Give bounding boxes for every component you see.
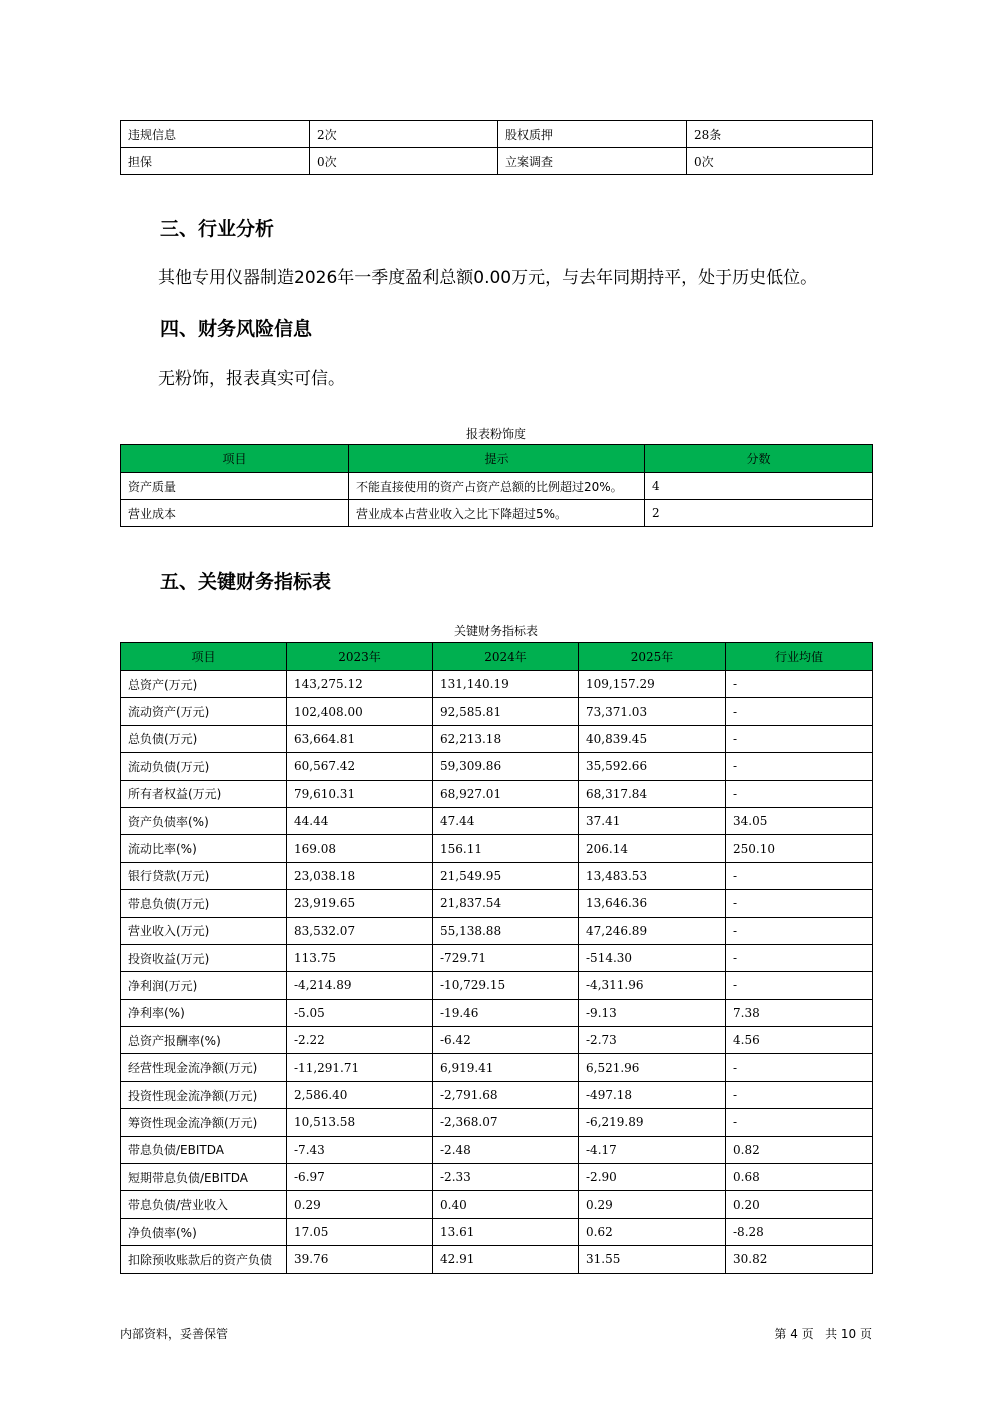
value-2025: 40,839.45: [579, 725, 726, 752]
value-industry-avg: -8.28: [726, 1218, 873, 1245]
violation-info-body: [121, 121, 873, 175]
value-industry-avg: 34.05: [726, 807, 873, 834]
value-2024: 156.11: [433, 835, 579, 862]
table-row: [121, 1027, 873, 1054]
table-row: [121, 835, 873, 862]
value-2024: 21,549.95: [433, 862, 579, 889]
section3-text: 其他专用仪器制造2026年一季度盈利总额0.00万元，与去年同期持平，处于历史低位。: [158, 268, 818, 288]
value-2024: -2.33: [433, 1164, 579, 1191]
value-2025: -2.73: [579, 1027, 726, 1054]
value-industry-avg: 0.20: [726, 1191, 873, 1218]
header-2023: 2023年: [287, 643, 433, 671]
value-2025: 6,521.96: [579, 1054, 726, 1081]
info-value-violation: 2次: [310, 121, 498, 148]
value-2025: 13,646.36: [579, 890, 726, 917]
info-label-guarantee: 担保: [121, 148, 310, 175]
value-2025: 31.55: [579, 1246, 726, 1273]
report-dressing-table: [120, 444, 873, 527]
dress-score: 4: [645, 473, 873, 500]
value-2023: 2,586.40: [287, 1081, 433, 1108]
value-2024: -729.71: [433, 944, 579, 971]
value-2025: -6,219.89: [579, 1109, 726, 1136]
value-2025: 13,483.53: [579, 862, 726, 889]
value-industry-avg: 0.68: [726, 1164, 873, 1191]
header-row: [121, 445, 873, 473]
header-industry-avg: 行业均值: [726, 643, 873, 671]
value-2023: -2.22: [287, 1027, 433, 1054]
value-industry-avg: -: [726, 890, 873, 917]
table-row: [121, 1218, 873, 1245]
value-2023: 17.05: [287, 1218, 433, 1245]
header-row: [121, 643, 873, 671]
value-2025: 35,592.66: [579, 753, 726, 780]
fin-item: 投资性现金流净额(万元): [121, 1081, 287, 1108]
value-2023: 83,532.07: [287, 917, 433, 944]
value-2025: 0.29: [579, 1191, 726, 1218]
value-industry-avg: -: [726, 725, 873, 752]
table-row: [121, 917, 873, 944]
value-2023: 10,513.58: [287, 1109, 433, 1136]
value-2024: -19.46: [433, 999, 579, 1026]
value-industry-avg: -: [726, 671, 873, 698]
value-2025: -4,311.96: [579, 972, 726, 999]
value-2024: -2.48: [433, 1136, 579, 1163]
header-item: 项目: [121, 445, 349, 473]
table-row: [121, 972, 873, 999]
table-row: [121, 1081, 873, 1108]
value-2025: -4.17: [579, 1136, 726, 1163]
table-row: [121, 944, 873, 971]
table-row: [121, 1246, 873, 1273]
info-value-guarantee: 0次: [310, 148, 498, 175]
table-row: [121, 780, 873, 807]
value-2023: -5.05: [287, 999, 433, 1026]
value-2025: 47,246.89: [579, 917, 726, 944]
table-row: [121, 500, 873, 527]
value-2023: 102,408.00: [287, 698, 433, 725]
header-2025: 2025年: [579, 643, 726, 671]
section4-heading: 四、财务风险信息: [160, 318, 313, 340]
value-2025: 206.14: [579, 835, 726, 862]
footer-page-number: 第 4 页 共 10 页: [774, 1327, 872, 1341]
fin-item: 流动资产(万元): [121, 698, 287, 725]
fin-item: 流动比率(%): [121, 835, 287, 862]
dress-hint: 不能直接使用的资产占资产总额的比例超过20%。: [349, 473, 645, 500]
fin-item: 流动负债(万元): [121, 753, 287, 780]
value-2025: -2.90: [579, 1164, 726, 1191]
value-2025: 37.41: [579, 807, 726, 834]
value-2024: 92,585.81: [433, 698, 579, 725]
fin-item: 带息负债/EBITDA: [121, 1136, 287, 1163]
value-industry-avg: 7.38: [726, 999, 873, 1026]
table-row: [121, 753, 873, 780]
fin-item: 总负债(万元): [121, 725, 287, 752]
value-2024: 131,140.19: [433, 671, 579, 698]
table-row: [121, 698, 873, 725]
dress-item: 资产质量: [121, 473, 349, 500]
header-item: 项目: [121, 643, 287, 671]
info-label-pledge: 股权质押: [498, 121, 687, 148]
fin-item: 所有者权益(万元): [121, 780, 287, 807]
fin-item: 扣除预收账款后的资产负债: [121, 1246, 287, 1273]
value-2024: -6.42: [433, 1027, 579, 1054]
value-2025: 73,371.03: [579, 698, 726, 725]
value-industry-avg: 250.10: [726, 835, 873, 862]
fin-table-body: [121, 671, 873, 1274]
table-row: [121, 862, 873, 889]
value-2024: 55,138.88: [433, 917, 579, 944]
footer-confidential: 内部资料，妥善保管: [120, 1327, 229, 1341]
fin-item: 资产负债率(%): [121, 807, 287, 834]
value-2024: 62,213.18: [433, 725, 579, 752]
fin-item: 营业收入(万元): [121, 917, 287, 944]
table-row: [121, 1054, 873, 1081]
value-2024: 0.40: [433, 1191, 579, 1218]
value-2024: -2,368.07: [433, 1109, 579, 1136]
value-2023: 23,038.18: [287, 862, 433, 889]
value-industry-avg: -: [726, 780, 873, 807]
value-2024: 59,309.86: [433, 753, 579, 780]
value-industry-avg: 0.82: [726, 1136, 873, 1163]
value-2025: -497.18: [579, 1081, 726, 1108]
section3-heading: 三、行业分析: [160, 218, 275, 240]
value-2023: 60,567.42: [287, 753, 433, 780]
dress-hint: 营业成本占营业收入之比下降超过5%。: [349, 500, 645, 527]
table-row: [121, 148, 873, 175]
fin-item: 带息负债(万元): [121, 890, 287, 917]
value-2023: -6.97: [287, 1164, 433, 1191]
fin-item: 经营性现金流净额(万元): [121, 1054, 287, 1081]
value-2025: -514.30: [579, 944, 726, 971]
fin-item: 短期带息负债/EBITDA: [121, 1164, 287, 1191]
value-2025: 109,157.29: [579, 671, 726, 698]
header-2024: 2024年: [433, 643, 579, 671]
value-industry-avg: 30.82: [726, 1246, 873, 1273]
value-industry-avg: -: [726, 698, 873, 725]
fin-item: 投资收益(万元): [121, 944, 287, 971]
value-2024: 21,837.54: [433, 890, 579, 917]
value-2024: 47.44: [433, 807, 579, 834]
value-2023: -7.43: [287, 1136, 433, 1163]
value-2023: -4,214.89: [287, 972, 433, 999]
value-industry-avg: -: [726, 944, 873, 971]
value-2025: 68,317.84: [579, 780, 726, 807]
value-2025: 0.62: [579, 1218, 726, 1245]
table-row: [121, 890, 873, 917]
info-label-investigation: 立案调查: [498, 148, 687, 175]
table-row: [121, 121, 873, 148]
value-2024: 68,927.01: [433, 780, 579, 807]
value-industry-avg: -: [726, 753, 873, 780]
value-2024: -10,729.15: [433, 972, 579, 999]
value-2024: -2,791.68: [433, 1081, 579, 1108]
info-value-pledge: 28条: [687, 121, 873, 148]
table-row: [121, 671, 873, 698]
value-2023: 113.75: [287, 944, 433, 971]
fin-item: 带息负债/营业收入: [121, 1191, 287, 1218]
value-2023: 169.08: [287, 835, 433, 862]
table-row: [121, 473, 873, 500]
value-2024: 6,919.41: [433, 1054, 579, 1081]
value-industry-avg: -: [726, 1054, 873, 1081]
fin-item: 银行贷款(万元): [121, 862, 287, 889]
fin-item: 筹资性现金流净额(万元): [121, 1109, 287, 1136]
fin-table-caption: 关键财务指标表: [453, 624, 538, 638]
table-row: [121, 1136, 873, 1163]
table-row: [121, 1164, 873, 1191]
key-financial-table: [120, 642, 873, 1274]
table-row: [121, 807, 873, 834]
table-row: [121, 1191, 873, 1218]
value-2023: 0.29: [287, 1191, 433, 1218]
value-2023: 63,664.81: [287, 725, 433, 752]
dress-table-caption: 报表粉饰度: [465, 427, 526, 441]
header-hint: 提示: [349, 445, 645, 473]
header-score: 分数: [645, 445, 873, 473]
dress-table-header: [121, 445, 873, 473]
dress-item: 营业成本: [121, 500, 349, 527]
value-2025: -9.13: [579, 999, 726, 1026]
fin-table-header: [121, 643, 873, 671]
value-2023: -11,291.71: [287, 1054, 433, 1081]
value-industry-avg: -: [726, 1109, 873, 1136]
value-2023: 79,610.31: [287, 780, 433, 807]
fin-item: 总资产报酬率(%): [121, 1027, 287, 1054]
table-row: [121, 1109, 873, 1136]
violation-info-table: [120, 120, 873, 175]
value-2024: 42.91: [433, 1246, 579, 1273]
value-2023: 39.76: [287, 1246, 433, 1273]
value-2023: 143,275.12: [287, 671, 433, 698]
section4-text: 无粉饰，报表真实可信。: [158, 369, 345, 389]
dress-table-body: [121, 473, 873, 527]
fin-item: 净利率(%): [121, 999, 287, 1026]
info-value-investigation: 0次: [687, 148, 873, 175]
table-row: [121, 725, 873, 752]
value-industry-avg: 4.56: [726, 1027, 873, 1054]
fin-item: 净负债率(%): [121, 1218, 287, 1245]
value-industry-avg: -: [726, 1081, 873, 1108]
value-2024: 13.61: [433, 1218, 579, 1245]
value-industry-avg: -: [726, 972, 873, 999]
section5-heading: 五、关键财务指标表: [160, 571, 332, 593]
fin-item: 净利润(万元): [121, 972, 287, 999]
value-2023: 44.44: [287, 807, 433, 834]
dress-score: 2: [645, 500, 873, 527]
value-industry-avg: -: [726, 862, 873, 889]
table-row: [121, 999, 873, 1026]
value-2023: 23,919.65: [287, 890, 433, 917]
value-industry-avg: -: [726, 917, 873, 944]
info-label-violation: 违规信息: [121, 121, 310, 148]
fin-item: 总资产(万元): [121, 671, 287, 698]
